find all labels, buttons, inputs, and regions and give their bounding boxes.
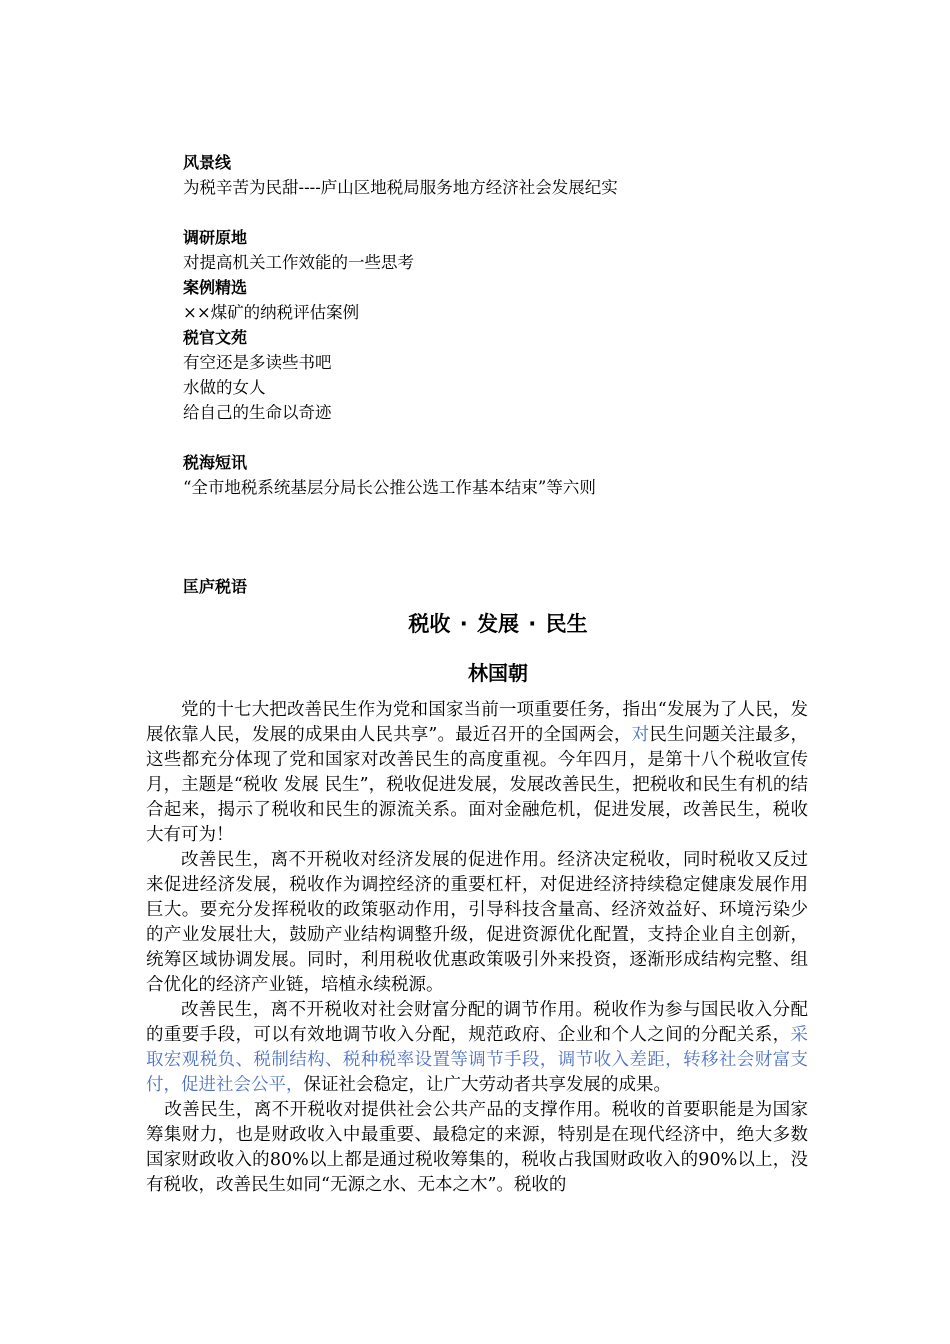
toc-entry: “全市地税系统基层分局长公推公选工作基本结束”等六则 xyxy=(183,478,596,497)
paragraph xyxy=(146,698,808,848)
toc-entry: ××煤矿的纳税评估案例 xyxy=(183,303,360,322)
toc-section-heading: 案例精选 xyxy=(183,278,248,297)
article-author: 林国朝 xyxy=(468,661,528,685)
paragraph-text: 党的十七大把改善民生作为党和国家当前一项重要任务，指出“发展为了人民，发展依靠人民，发展的成果由人民共享”。最近召开的全国两会， xyxy=(146,700,808,745)
highlighted-text: 采取宏观税负、税制结构、税种税率设置等调节手段，调节收入差距，转移社会财富支付，促进社会公平， xyxy=(146,1025,808,1095)
toc-section-heading: 风景线 xyxy=(183,153,232,172)
toc-section-heading: 税海短讯 xyxy=(183,453,248,472)
paragraph-text: 保证社会稳定，让广大劳动者共享发展的成果。 xyxy=(303,1075,671,1095)
paragraph-text: 改善民生，离不开税收对社会财富分配的调节作用。税收作为参与国民收入分配的重要手段，可以有效地调节收入分配，规范政府、企业和个人之间的分配关系， xyxy=(146,1000,808,1045)
toc-entry: 给自己的生命以奇迹 xyxy=(183,403,332,422)
toc-entry: 水做的女人 xyxy=(183,378,266,397)
paragraph: 改善民生，离不开税收对提供社会公共产品的支撑作用。税收的首要职能是为国家筹集财力，也是财政收入中最重要、最稳定的来源，特别是在现代经济中，绝大多数国家财政收入的80%以上都是通过税收筹集的，税收占我国财政收入的90%以上，没有税收，改善民生如同“无源之水、无本之木”。税收的 xyxy=(146,1100,808,1195)
table-of-contents xyxy=(183,150,823,500)
article-title: 税收 · 发展 · 民生 xyxy=(408,612,588,636)
paragraph-text: 民生问题关注最多，这些都充分体现了党和国家对改善民生的高度重视。今年四月，是第十八个税收宣传月，主题是“税收 发展 民生”，税收促进发展，发展改善民生，把税收和民生有机的结合起来，揭示了税收和民生的源流关系。面对金融危机，促进发展，改善民生，税收大有可为！ xyxy=(146,725,809,845)
toc-entry: 有空还是多读些书吧 xyxy=(183,353,332,372)
paragraph xyxy=(146,998,808,1098)
toc-entry: 为税辛苦为民甜----庐山区地税局服务地方经济社会发展纪实 xyxy=(183,178,618,197)
toc-section-heading: 税官文苑 xyxy=(183,328,248,347)
paragraph: 改善民生，离不开税收对经济发展的促进作用。经济决定税收，同时税收又反过来促进经济发展，税收作为调控经济的重要杠杆，对促进经济持续稳定健康发展作用巨大。要充分发挥税收的政策驱动作用，引导科技含量高、经济效益好、环境污染少的产业发展壮大，鼓励产业结构调整升级，促进资源优化配置，支持企业自主创新，统筹区域协调发展。同时，利用税收优惠政策吸引外来投资，逐渐形成结构完整、组合优化的经济产业链，培植永续税源。 xyxy=(146,850,808,995)
column-name: 匡庐税语 xyxy=(183,577,248,596)
highlighted-text: 对 xyxy=(631,725,650,745)
toc-section-heading: 调研原地 xyxy=(183,228,248,247)
article-body xyxy=(146,698,808,1198)
toc-entry: 对提高机关工作效能的一些思考 xyxy=(183,253,414,272)
